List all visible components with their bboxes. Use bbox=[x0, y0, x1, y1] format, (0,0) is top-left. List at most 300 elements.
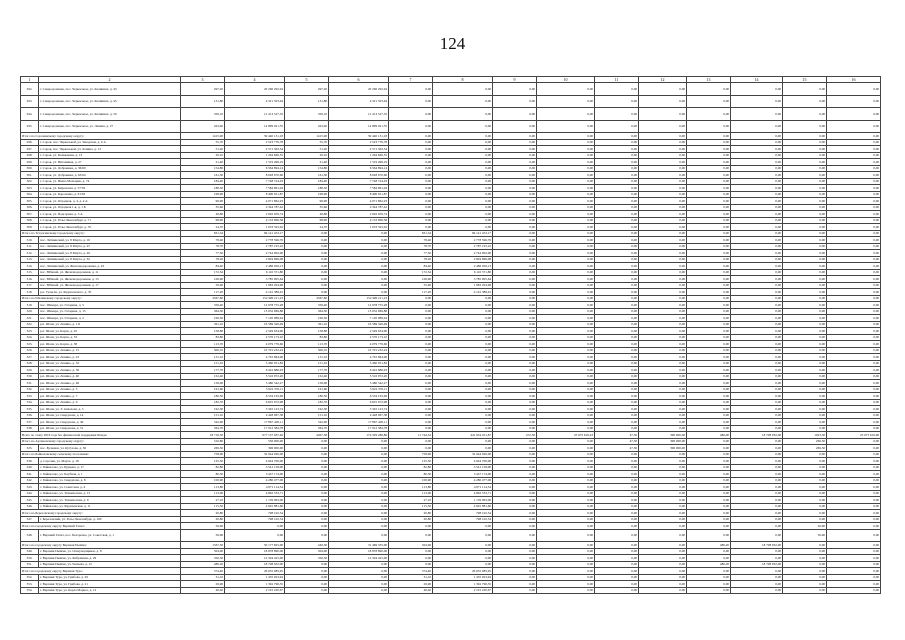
table-cell: 0,00 bbox=[687, 419, 731, 426]
table-cell: 0,00 bbox=[595, 295, 639, 302]
table-cell: 0,00 bbox=[595, 120, 639, 133]
table-cell: 0,00 bbox=[687, 302, 731, 309]
table-cell: р.п. Шаля, ул. Ленина, д. 23 bbox=[39, 354, 181, 361]
table-cell: 12 678 755,28 bbox=[329, 302, 389, 309]
table-cell: 0,00 bbox=[827, 367, 881, 374]
table-cell: 0,00 bbox=[827, 523, 881, 530]
table-cell: 0,00 bbox=[285, 269, 329, 276]
table-cell: 78,70 bbox=[389, 243, 433, 250]
table-cell: 0,00 bbox=[329, 263, 389, 270]
table-cell: 0,00 bbox=[827, 172, 881, 179]
table-cell: 0,00 bbox=[731, 152, 783, 159]
table-cell: 0,00 bbox=[783, 282, 827, 289]
table-cell: 192,30 bbox=[181, 406, 225, 413]
table-cell: 0,00 bbox=[731, 438, 783, 445]
table-cell: 0,00 bbox=[537, 555, 595, 562]
table-cell: 0,00 bbox=[731, 159, 783, 166]
table-cell: 2 191 220,67 bbox=[225, 587, 285, 594]
table-cell: 0,00 bbox=[537, 341, 595, 348]
table-cell: 0,00 bbox=[687, 315, 731, 322]
table-cell: 0,00 bbox=[493, 250, 537, 257]
table-cell: 0,00 bbox=[827, 159, 881, 166]
table-cell: 106,90 bbox=[181, 276, 225, 283]
table-cell: 335. bbox=[21, 406, 39, 413]
table-cell: 0,00 bbox=[783, 399, 827, 406]
table-cell: 0,00 bbox=[493, 419, 537, 426]
table-cell: 0,00 bbox=[537, 108, 595, 121]
table-cell: 0,00 bbox=[731, 497, 783, 504]
table-cell: 0,00 bbox=[731, 83, 783, 96]
table-cell: 0,00 bbox=[639, 120, 687, 133]
table-cell: 356,40 bbox=[285, 302, 329, 309]
table-cell: 339. bbox=[21, 458, 39, 465]
table-cell: 0,00 bbox=[595, 425, 639, 432]
table-cell: 346. bbox=[21, 503, 39, 510]
table-cell: 0,00 bbox=[687, 95, 731, 108]
table-cell: 0,00 bbox=[639, 146, 687, 153]
table-cell: 2 804 899,08 bbox=[225, 256, 285, 263]
table-row bbox=[21, 95, 881, 108]
table-cell: 0,00 bbox=[731, 347, 783, 354]
table-cell: 0,00 bbox=[783, 191, 827, 198]
table-cell: 0,00 bbox=[537, 477, 595, 484]
table-cell: 0,00 bbox=[389, 159, 433, 166]
table-cell: 115,50 bbox=[181, 503, 225, 510]
table-cell: 0,00 bbox=[731, 516, 783, 523]
table-cell: 152,40 bbox=[285, 373, 329, 380]
table-cell: 0,00 bbox=[731, 295, 783, 302]
table-cell: 0,00 bbox=[687, 458, 731, 465]
table-cell: г. Верхняя Тура, ул. Грибова, д. 29 bbox=[39, 574, 181, 581]
table-cell: 0,00 bbox=[783, 451, 827, 458]
table-cell: 0,00 bbox=[595, 263, 639, 270]
table-cell: 0,00 bbox=[595, 516, 639, 523]
table-cell: 356,30 bbox=[181, 555, 225, 562]
table-cell: 0,00 bbox=[783, 477, 827, 484]
table-cell: 0,00 bbox=[595, 152, 639, 159]
table-cell: 0,00 bbox=[537, 256, 595, 263]
table-cell: 0,00 bbox=[389, 217, 433, 224]
table-cell: с. Байкалово, ул. Клубная, д. 1 bbox=[39, 471, 181, 478]
table-cell: 0,00 bbox=[687, 120, 731, 133]
table-cell: 0,00 bbox=[827, 341, 881, 348]
table-cell: 0,00 bbox=[595, 133, 639, 140]
table-cell: 0,00 bbox=[493, 412, 537, 419]
table-cell: 0,00 bbox=[827, 458, 881, 465]
table-cell: 0,00 bbox=[731, 289, 783, 296]
table-cell: 0,00 bbox=[783, 490, 827, 497]
table-cell: 0,00 bbox=[285, 477, 329, 484]
table-cell: 0,00 bbox=[389, 191, 433, 198]
table-cell: 131,10 bbox=[181, 354, 225, 361]
table-cell: 4 745 864,96 bbox=[329, 354, 389, 361]
table-cell: 5 922 376,11 bbox=[225, 386, 285, 393]
table-cell: 0,00 bbox=[595, 555, 639, 562]
table-cell: 0,00 bbox=[537, 120, 595, 133]
table-cell: 0,00 bbox=[433, 172, 493, 179]
table-cell: 0,00 bbox=[433, 108, 493, 121]
table-cell: 0,00 bbox=[493, 172, 537, 179]
table-cell: 325. bbox=[21, 445, 39, 452]
table-cell: 131,10 bbox=[285, 354, 329, 361]
table-cell: 0,00 bbox=[639, 276, 687, 283]
table-cell: 0,00 bbox=[827, 289, 881, 296]
table-cell: 0,00 bbox=[433, 412, 493, 419]
table-cell: 0,00 bbox=[595, 83, 639, 96]
table-cell: р.п. Шаля, ул. Ленина, д. 39 bbox=[39, 367, 181, 374]
table-cell: 0,00 bbox=[639, 269, 687, 276]
table-cell: 0,00 bbox=[493, 263, 537, 270]
table-cell: 0,00 bbox=[731, 139, 783, 146]
table-cell: 0,00 bbox=[687, 523, 731, 530]
table-cell: 0,00 bbox=[493, 561, 537, 568]
table-cell: 0,00 bbox=[783, 230, 827, 237]
table-cell: 0,00 bbox=[329, 237, 389, 244]
table-cell: 0,00 bbox=[783, 269, 827, 276]
table-cell: 0,00 bbox=[595, 399, 639, 406]
table-cell: 98,90 bbox=[181, 217, 225, 224]
table-cell: г. Сорок, ул. Розы Люксембург, д. 71 bbox=[39, 217, 181, 224]
table-cell: р.п. Шаля, ул. Ленина, д. 1 Б bbox=[39, 321, 181, 328]
table-cell: 12 594 425,00 bbox=[225, 555, 285, 562]
table-cell: 0,00 bbox=[731, 373, 783, 380]
table-cell: 0,00 bbox=[827, 445, 881, 452]
table-cell: 0,00 bbox=[731, 217, 783, 224]
table-cell: 0,00 bbox=[493, 445, 537, 452]
table-cell: 117,20 bbox=[389, 289, 433, 296]
table-cell: 15 bbox=[783, 77, 827, 83]
table-cell: 0,00 bbox=[639, 237, 687, 244]
table-cell: 364,30 bbox=[285, 308, 329, 315]
table-cell: 0,00 bbox=[537, 529, 595, 542]
table-cell: г. Северодонецьк, пос. Черкаськое, ул. Калинина, д. 50 bbox=[39, 108, 181, 121]
table-cell: 301. bbox=[21, 172, 39, 179]
table-cell: 0,00 bbox=[639, 321, 687, 328]
table-cell: 0,00 bbox=[783, 373, 827, 380]
table-cell: 100,90 bbox=[181, 477, 225, 484]
table-cell: 449,30 bbox=[285, 542, 329, 549]
table-cell: 9 bbox=[493, 77, 537, 83]
table-cell: 0,00 bbox=[687, 237, 731, 244]
table-cell: 0,00 bbox=[783, 406, 827, 413]
table-cell: 0,00 bbox=[595, 178, 639, 185]
table-cell: 0,00 bbox=[493, 523, 537, 530]
table-cell: 1 983 204,98 bbox=[433, 282, 493, 289]
table-cell: г. Сорок, ул. Добраника, д. 36/60 bbox=[39, 165, 181, 172]
table-cell: 18 708 932,00 bbox=[731, 432, 783, 439]
table-cell: 0,00 bbox=[537, 503, 595, 510]
table-cell: пос. Юбилей, ул. Железнодорожная, д. 15 bbox=[39, 276, 181, 283]
table-cell: 0,00 bbox=[687, 497, 731, 504]
table-cell: 1023,30 bbox=[783, 432, 827, 439]
table-cell: 334. bbox=[21, 399, 39, 406]
table-cell: 83,80 bbox=[181, 334, 225, 341]
table-cell: 46,40 bbox=[181, 587, 225, 594]
table-cell: 0,00 bbox=[687, 185, 731, 192]
table-cell: 117,20 bbox=[181, 289, 225, 296]
table-cell: 0,00 bbox=[595, 302, 639, 309]
table-cell: 2 778 596,76 bbox=[225, 237, 285, 244]
table-cell: 1 bbox=[21, 77, 39, 83]
table-cell: 0,00 bbox=[731, 308, 783, 315]
table-cell: г. Березовский, ул. Розы Люксембург, д. 100 bbox=[39, 516, 181, 523]
table-cell: 0,00 bbox=[493, 393, 537, 400]
table-cell: 78,70 bbox=[181, 243, 225, 250]
table-cell: 131,80 bbox=[285, 95, 329, 108]
table-cell: 269,50 bbox=[783, 438, 827, 445]
table-cell: 344. bbox=[21, 490, 39, 497]
table-cell: 326. bbox=[21, 347, 39, 354]
table-cell: 0,00 bbox=[639, 516, 687, 523]
table-cell: 0,00 bbox=[731, 464, 783, 471]
table-cell: 0,00 bbox=[687, 484, 731, 491]
table-cell: 0,00 bbox=[687, 178, 731, 185]
table-cell: г. Сорок, ул. Кировская, д. 57/59 bbox=[39, 185, 181, 192]
table-cell: 78,40 bbox=[389, 237, 433, 244]
table-cell: 574,40 bbox=[389, 568, 433, 575]
table-cell: 4 153 996,38 bbox=[329, 217, 389, 224]
table-cell: 0,00 bbox=[827, 237, 881, 244]
table-cell: 0,00 bbox=[639, 295, 687, 302]
table-cell: 0,00 bbox=[493, 328, 537, 335]
table-cell: 0,00 bbox=[595, 237, 639, 244]
table-cell: 0,00 bbox=[433, 347, 493, 354]
table-cell: 0,00 bbox=[639, 548, 687, 555]
table-cell: 0,00 bbox=[639, 458, 687, 465]
table-cell: 0,00 bbox=[595, 276, 639, 283]
table-cell: 0,00 bbox=[687, 471, 731, 478]
table-cell: 2 787 193,16 bbox=[433, 243, 493, 250]
table-cell: 82,80 bbox=[389, 464, 433, 471]
table-cell: 0,00 bbox=[639, 83, 687, 96]
table-cell: 0,00 bbox=[639, 529, 687, 542]
table-cell: г. Сорок, ул. Подгорная, д. 3 А bbox=[39, 211, 181, 218]
table-cell: 328. bbox=[21, 360, 39, 367]
table-cell: 316,80 bbox=[181, 438, 225, 445]
table-cell: 0,00 bbox=[285, 451, 329, 458]
table-cell: 0,00 bbox=[639, 334, 687, 341]
table-cell: г. Сорок, пос. Черкаськой, ул. Заводская, д. 6 А bbox=[39, 139, 181, 146]
table-cell: 322. bbox=[21, 321, 39, 328]
table-cell: 0,00 bbox=[687, 425, 731, 432]
table-cell: 0,00 bbox=[731, 321, 783, 328]
table-cell: 0,00 bbox=[687, 282, 731, 289]
table-cell: 0,00 bbox=[731, 172, 783, 179]
table-cell: с. Байкалово, ул. Фрунзенская, д. 11 bbox=[39, 503, 181, 510]
table-cell: 0,00 bbox=[595, 587, 639, 594]
table-cell: 13 032 969,88 bbox=[225, 308, 285, 315]
table-cell: 318. bbox=[21, 289, 39, 296]
table-cell: г. Верхняя Тура, ул. Карла Маркса, д. 12 bbox=[39, 587, 181, 594]
table-cell: 6 110 371,80 bbox=[225, 269, 285, 276]
table-cell: 0,00 bbox=[493, 451, 537, 458]
table-cell: 0,00 bbox=[731, 269, 783, 276]
table-cell: 0,00 bbox=[783, 471, 827, 478]
table-cell: 0,00 bbox=[389, 198, 433, 205]
table-cell: 0,00 bbox=[639, 328, 687, 335]
table-cell: 0,00 bbox=[687, 341, 731, 348]
table-cell: 0,00 bbox=[595, 367, 639, 374]
table-cell: 0,00 bbox=[783, 347, 827, 354]
table-cell: пос. Шамара, ул. Гагарина, д. 15 bbox=[39, 308, 181, 315]
table-cell: 0,00 bbox=[783, 581, 827, 588]
table-cell: 0,00 bbox=[827, 178, 881, 185]
table-cell: 0,00 bbox=[731, 204, 783, 211]
table-cell: 0,00 bbox=[285, 276, 329, 283]
table-cell: 4567,60 bbox=[181, 295, 225, 302]
table-cell: 0,00 bbox=[389, 425, 433, 432]
table-cell: 0,00 bbox=[329, 289, 389, 296]
table-cell: 0,00 bbox=[537, 191, 595, 198]
table-cell: 0,00 bbox=[329, 581, 389, 588]
table-cell: 0,00 bbox=[783, 204, 827, 211]
table-cell: 423,40 bbox=[181, 120, 225, 133]
table-cell: 12 678 755,28 bbox=[225, 302, 285, 309]
table-cell: 0,00 bbox=[639, 360, 687, 367]
table-cell: 29,90 bbox=[389, 581, 433, 588]
table-cell: 0,00 bbox=[731, 334, 783, 341]
table-cell: 0,00 bbox=[285, 503, 329, 510]
table-cell: 0,00 bbox=[639, 510, 687, 517]
table-cell: 351. bbox=[21, 561, 39, 568]
table-cell: 0,00 bbox=[827, 581, 881, 588]
table-cell: 0,00 bbox=[731, 425, 783, 432]
table-cell: 0,00 bbox=[639, 477, 687, 484]
table-cell: 1 392 796,35 bbox=[225, 581, 285, 588]
table-cell: 0,00 bbox=[687, 412, 731, 419]
table-cell: 4 862 533,71 bbox=[433, 490, 493, 497]
table-cell: 0,00 bbox=[783, 250, 827, 257]
table-cell: 0,00 bbox=[639, 568, 687, 575]
table-cell: 18 708 932,00 bbox=[225, 561, 285, 568]
table-cell: 0,00 bbox=[827, 516, 881, 523]
table-cell: 6 422 886,93 bbox=[329, 367, 389, 374]
table-cell: р.п. Шаля, ул. Свердлова, д. 14 bbox=[39, 412, 181, 419]
table-cell: 0,00 bbox=[783, 289, 827, 296]
table-cell: 0,00 bbox=[783, 574, 827, 581]
table-cell: 0,00 bbox=[595, 451, 639, 458]
table-cell: 0,00 bbox=[639, 256, 687, 263]
table-cell: 0,00 bbox=[493, 510, 537, 517]
table-cell: 0,00 bbox=[783, 341, 827, 348]
table-cell: 0,00 bbox=[285, 237, 329, 244]
table-cell: 297,20 bbox=[181, 83, 225, 96]
table-cell: 4 161 389,61 bbox=[433, 289, 493, 296]
table-cell: 0,00 bbox=[639, 412, 687, 419]
table-cell: 0,00 bbox=[783, 334, 827, 341]
table-cell: 0,00 bbox=[783, 263, 827, 270]
table-cell: 2 344 787,42 bbox=[225, 204, 285, 211]
table-cell: 0,00 bbox=[537, 211, 595, 218]
table-cell: 20,80 bbox=[181, 510, 225, 517]
table-cell: 337. bbox=[21, 419, 39, 426]
table-cell: 0,00 bbox=[827, 555, 881, 562]
table-cell: пос. Литвинский, ул. Железнодорожная, д. 43 bbox=[39, 263, 181, 270]
table-cell: 2 549 634,90 bbox=[225, 328, 285, 335]
table-cell: 313. bbox=[21, 256, 39, 263]
table-cell: 294. bbox=[21, 108, 39, 121]
table-cell: 0,00 bbox=[731, 276, 783, 283]
table-cell: 356,10 bbox=[181, 108, 225, 121]
table-cell: 0,00 bbox=[493, 108, 537, 121]
table-cell: 0,00 bbox=[433, 295, 493, 302]
table-cell: 7 584 861,04 bbox=[225, 185, 285, 192]
table-cell: 18 708 932,00 bbox=[731, 542, 783, 549]
table-cell: пос. Юбилей, ул. Железнодорожная, д. 17 bbox=[39, 282, 181, 289]
table-cell: 0,00 bbox=[731, 451, 783, 458]
table-cell: 0,00 bbox=[639, 315, 687, 322]
table-cell: 23 075 619,00 bbox=[827, 432, 881, 439]
table-cell: 0,00 bbox=[783, 548, 827, 555]
table-cell: 0,00 bbox=[537, 217, 595, 224]
table-cell: 0,00 bbox=[595, 269, 639, 276]
table-cell: 0,00 bbox=[537, 380, 595, 387]
table-cell: 0,00 bbox=[285, 561, 329, 568]
table-cell: 0,00 bbox=[639, 354, 687, 361]
table-cell: 0,00 bbox=[639, 406, 687, 413]
table-cell: 4 871 114,54 bbox=[225, 484, 285, 491]
table-cell: 0,00 bbox=[389, 393, 433, 400]
table-cell: 2 571 302,34 bbox=[225, 146, 285, 153]
table-cell: 0,00 bbox=[687, 308, 731, 315]
table-cell: 125,50 bbox=[389, 458, 433, 465]
table-cell: 0,00 bbox=[329, 490, 389, 497]
table-cell: 0,00 bbox=[389, 152, 433, 159]
table-cell: 5 922 376,11 bbox=[329, 386, 389, 393]
table-cell: г. Сорок, ул. Витамиков, д. 27 bbox=[39, 159, 181, 166]
table-cell: 56,90 bbox=[181, 523, 225, 530]
table-cell: 2 002 659,74 bbox=[329, 211, 389, 218]
table-cell: 0,00 bbox=[389, 334, 433, 341]
table-cell: 1 159 993,00 bbox=[225, 497, 285, 504]
table-cell: 12 bbox=[639, 77, 687, 83]
table-cell: 0,00 bbox=[827, 587, 881, 594]
table-cell: 504,00 bbox=[181, 548, 225, 555]
table-cell: 0,00 bbox=[537, 295, 595, 302]
table-cell: 7 748 724,03 bbox=[329, 178, 389, 185]
table-cell: 0,00 bbox=[329, 529, 389, 542]
table-cell: 0,00 bbox=[639, 263, 687, 270]
table-cell: 0,00 bbox=[433, 425, 493, 432]
table-cell: 0,00 bbox=[731, 367, 783, 374]
table-cell: 4 bbox=[225, 77, 285, 83]
table-cell: 0,00 bbox=[783, 108, 827, 121]
table-cell: 0,00 bbox=[827, 95, 881, 108]
table-cell: 0,00 bbox=[595, 165, 639, 172]
table-cell: 423,40 bbox=[285, 120, 329, 133]
table-cell: 4 079 776,66 bbox=[329, 341, 389, 348]
table-cell: 0,00 bbox=[731, 263, 783, 270]
table-cell: г. Северодонецьк, пос. Черкаськое, ул. Ленина, д. 27 bbox=[39, 120, 181, 133]
table-cell: 0,00 bbox=[687, 568, 731, 575]
table-cell: 1337,50 bbox=[181, 542, 225, 549]
table-cell: 0,00 bbox=[595, 315, 639, 322]
table-cell: 0,00 bbox=[783, 393, 827, 400]
table-cell: 56,90 bbox=[181, 529, 225, 542]
table-cell: 0,00 bbox=[827, 120, 881, 133]
table-cell: 0,00 bbox=[827, 419, 881, 426]
table-cell: 831,34 bbox=[389, 230, 433, 237]
table-cell: 80,30 bbox=[389, 471, 433, 478]
table-cell: 4 428 067,38 bbox=[329, 412, 389, 419]
table-cell: 0,00 bbox=[285, 458, 329, 465]
table-cell: 4 321 503,64 bbox=[225, 95, 285, 108]
table-cell: 0,00 bbox=[537, 445, 595, 452]
table-cell: 3 541 158,00 bbox=[433, 464, 493, 471]
table-cell: 12 594 425,00 bbox=[329, 555, 389, 562]
table-cell: 5 bbox=[285, 77, 329, 83]
table-cell: 152 490 211,23 bbox=[329, 295, 389, 302]
